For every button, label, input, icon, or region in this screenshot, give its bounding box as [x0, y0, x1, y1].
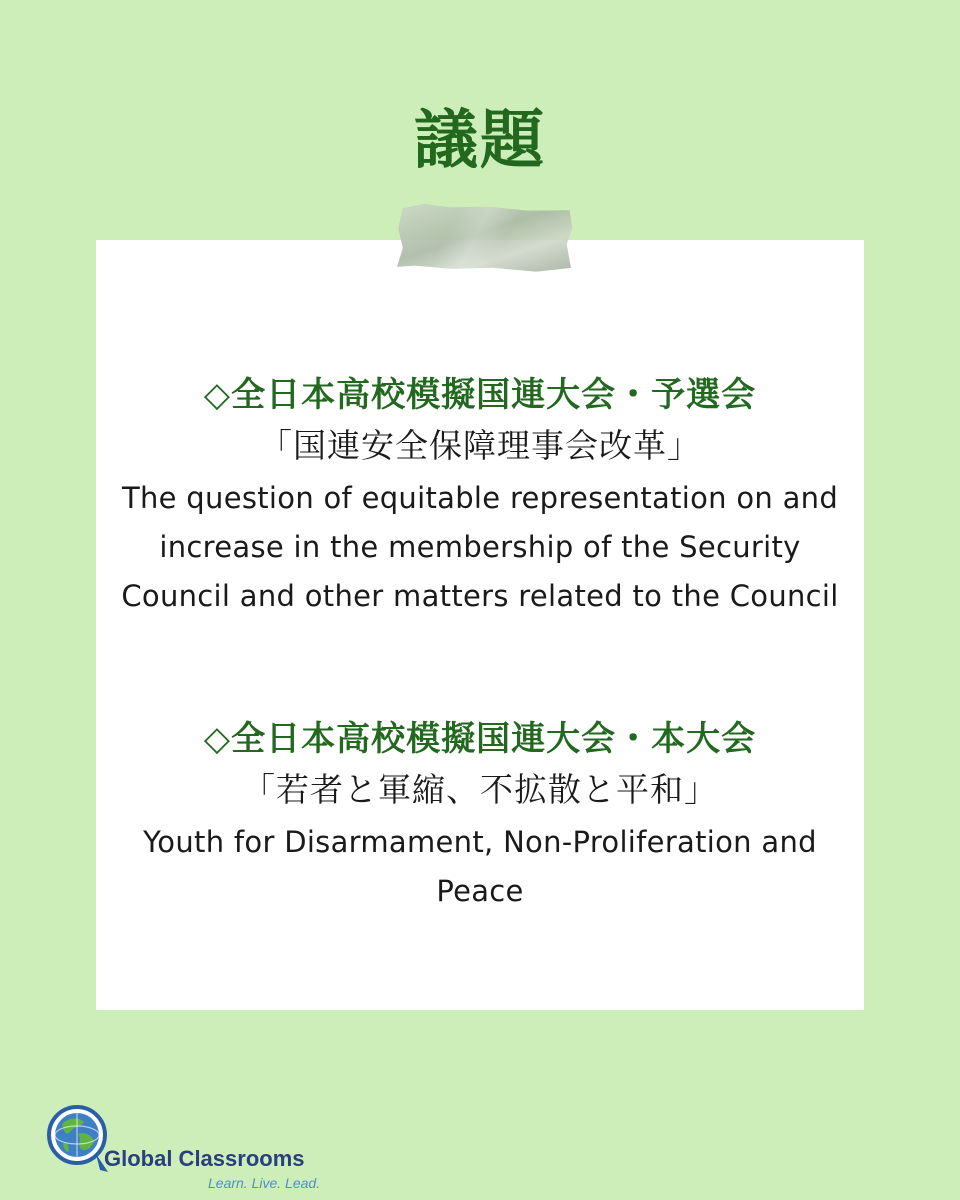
logo-name: Global Classrooms — [104, 1146, 305, 1171]
topic-english: The question of equitable representation on and increase in the membership of the Security Council and other matters related to the Council — [121, 481, 839, 613]
content-card — [96, 240, 864, 1010]
logo-tagline: Learn. Live. Lead. — [208, 1175, 321, 1191]
tape-decoration — [397, 203, 573, 273]
agenda-section-main — [96, 714, 864, 916]
page-title: 議題 — [414, 103, 546, 178]
agenda-section-preliminary — [96, 370, 864, 621]
topic-japanese: 「国連安全保障理事会改革」 — [259, 426, 701, 465]
section-heading: ◇全日本高校模擬国連大会・本大会 — [203, 719, 757, 759]
section-heading: ◇全日本高校模擬国連大会・予選会 — [203, 375, 757, 415]
global-classrooms-logo — [44, 1102, 344, 1192]
topic-english: Youth for Disarmament, Non-Proliferation and Peace — [143, 825, 817, 908]
topic-japanese: 「若者と軍縮、不拡散と平和」 — [242, 770, 718, 809]
